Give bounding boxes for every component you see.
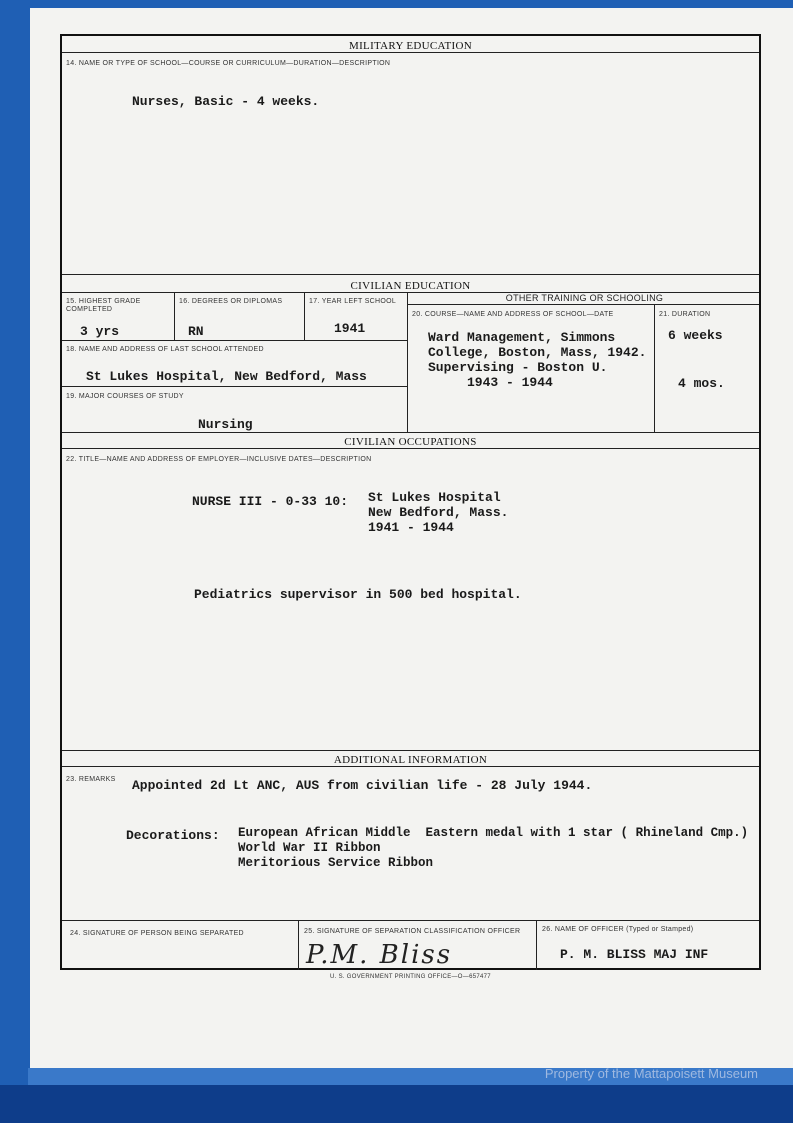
major-label: 19. MAJOR COURSES OF STUDY <box>66 393 184 400</box>
course-value: Ward Management, Simmons College, Boston, Mass, 1942. Supervising - Boston U. 1943 - 1944 <box>428 330 647 390</box>
occupation-title: NURSE III - 0-33 10: <box>192 494 349 509</box>
grade-value: 3 yrs <box>80 324 120 339</box>
divider <box>62 750 759 751</box>
civilian-education-header: CIVILIAN EDUCATION <box>350 280 471 292</box>
year-label: 17. YEAR LEFT SCHOOL <box>309 298 397 305</box>
divider <box>62 432 759 433</box>
divider <box>62 52 759 53</box>
officer-signature: P.M. Bliss <box>306 940 453 970</box>
printer-line: U. S. GOVERNMENT PRINTING OFFICE—O—657477 <box>330 974 491 980</box>
course-label: 20. COURSE—NAME AND ADDRESS OF SCHOOL—DATE <box>412 311 614 318</box>
divider <box>298 920 299 970</box>
background-bottom <box>0 1085 793 1123</box>
remarks-label: 23. REMARKS <box>66 776 116 783</box>
decorations-label: Decorations: <box>126 828 220 843</box>
civilian-occupations-label: 22. TITLE—NAME AND ADDRESS OF EMPLOYER—INCLUSIVE DATES—DESCRIPTION <box>66 456 372 463</box>
divider <box>407 292 408 432</box>
separation-form <box>60 34 761 970</box>
divider <box>407 304 759 305</box>
occupation-description: Pediatrics supervisor in 500 bed hospital. <box>194 587 522 602</box>
divider <box>654 304 655 432</box>
divider <box>62 274 759 275</box>
degrees-label: 16. DEGREES OR DIPLOMAS <box>179 298 283 305</box>
degrees-value: RN <box>188 324 204 339</box>
school-value: St Lukes Hospital, New Bedford, Mass <box>86 369 367 384</box>
divider <box>62 448 759 449</box>
officer-signature-label: 25. SIGNATURE OF SEPARATION CLASSIFICATION OFFICER <box>304 928 521 935</box>
military-education-header: MILITARY EDUCATION <box>349 40 472 52</box>
additional-info-header: ADDITIONAL INFORMATION <box>333 754 488 766</box>
remarks-value: Appointed 2d Lt ANC, AUS from civilian life - 28 July 1944. <box>132 778 593 793</box>
divider <box>536 920 537 970</box>
decorations-value: European African Middle Eastern medal with 1 star ( Rhineland Cmp.) World War II Ribbon Meritorious Service Ribbon <box>238 826 749 870</box>
person-signature-label: 24. SIGNATURE OF PERSON BEING SEPARATED <box>70 930 244 937</box>
school-label: 18. NAME AND ADDRESS OF LAST SCHOOL ATTENDED <box>66 346 264 353</box>
officer-name-value: P. M. BLISS MAJ INF <box>560 947 709 962</box>
divider <box>174 292 175 340</box>
year-value: 1941 <box>334 321 366 336</box>
duration-2: 4 mos. <box>678 376 725 391</box>
military-education-label: 14. NAME OR TYPE OF SCHOOL—COURSE OR CURRICULUM—DURATION—DESCRIPTION <box>66 60 391 67</box>
military-education-value: Nurses, Basic - 4 weeks. <box>132 94 320 109</box>
duration-label: 21. DURATION <box>659 311 711 318</box>
grade-label: 15. HIGHEST GRADE COMPLETED <box>66 298 141 313</box>
employer-value: St Lukes Hospital New Bedford, Mass. 1941 - 1944 <box>368 490 509 535</box>
major-value: Nursing <box>198 417 253 432</box>
civilian-occupations-header: CIVILIAN OCCUPATIONS <box>344 436 477 448</box>
museum-watermark: Property of the Mattapoisett Museum <box>544 1066 758 1081</box>
divider <box>62 766 759 767</box>
officer-name-label: 26. NAME OF OFFICER (Typed or Stamped) <box>542 926 694 933</box>
divider <box>304 292 305 340</box>
divider <box>62 340 407 341</box>
divider <box>62 386 407 387</box>
other-training-header: OTHER TRAINING OR SCHOOLING <box>505 293 664 303</box>
divider <box>62 920 759 921</box>
duration-1: 6 weeks <box>668 328 723 343</box>
